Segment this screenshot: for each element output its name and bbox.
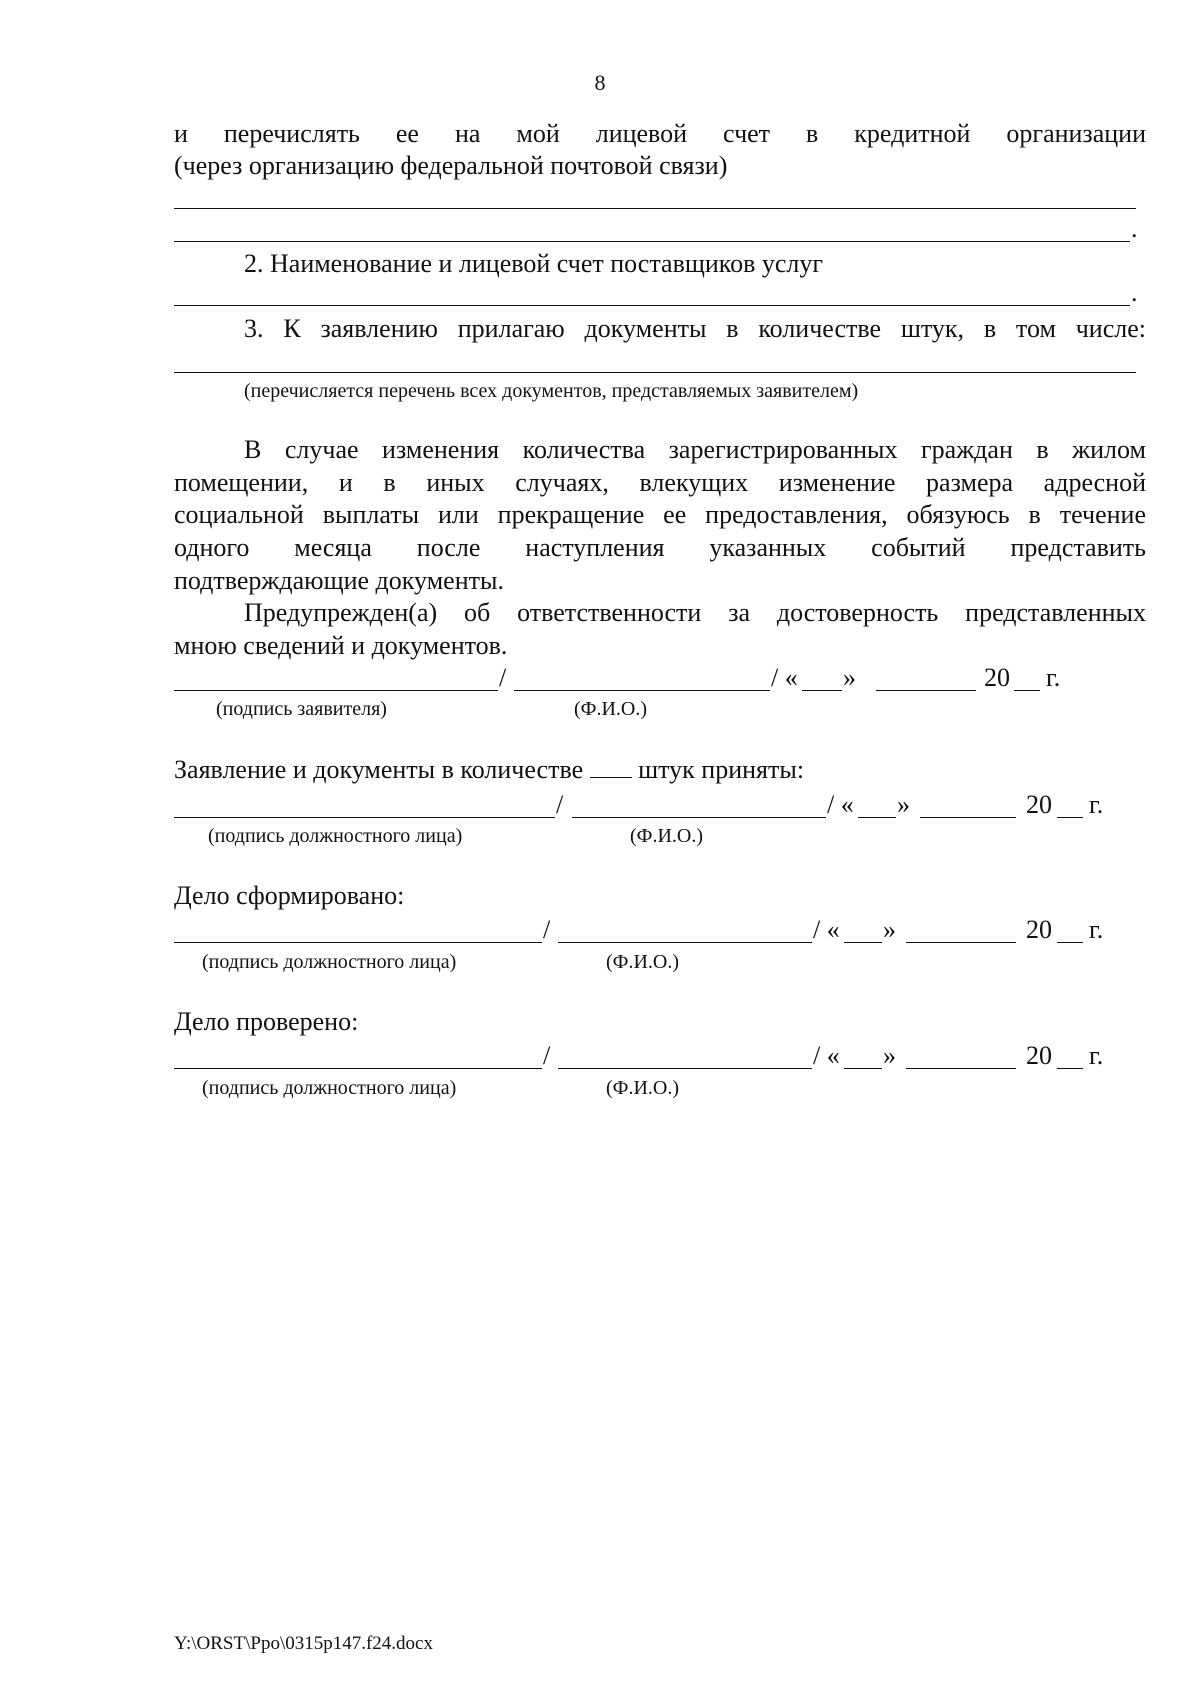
footer-file-path: Y:\ORST\Ppo\0315p147.f24.docx <box>174 1633 433 1654</box>
year-suffix: г. <box>1046 663 1061 692</box>
fio-caption: (Ф.И.О.) <box>606 1077 680 1099</box>
fio-line[interactable] <box>514 690 770 691</box>
paragraph-line: одного месяца после наступления указанных событий представить <box>174 533 1146 562</box>
year-blank[interactable] <box>1014 690 1040 691</box>
item-3-caption: (перечисляется перечень всех документов, представляемых заявителем) <box>244 380 859 402</box>
paragraph-line: мною сведений и документов. <box>174 631 508 660</box>
count-blank[interactable] <box>590 755 632 778</box>
signature-caption: (подпись должностного лица) <box>202 951 457 973</box>
day-blank[interactable] <box>858 817 896 818</box>
paragraph-line: подтверждающие документы. <box>174 566 504 595</box>
day-blank[interactable] <box>844 942 882 943</box>
accepted-label-part1: Заявление и документы в количестве <box>174 755 584 784</box>
month-blank[interactable] <box>906 942 1016 943</box>
day-blank[interactable] <box>844 1068 882 1069</box>
fill-in-line[interactable] <box>174 208 1136 209</box>
date-open-quote: / « <box>813 915 840 944</box>
year-prefix: 20 <box>1026 1041 1052 1070</box>
year-suffix: г. <box>1089 915 1104 944</box>
year-suffix: г. <box>1089 1041 1104 1070</box>
year-blank[interactable] <box>1057 942 1083 943</box>
paragraph-line: Предупрежден(а) об ответственности за достоверность представленных <box>244 598 1146 627</box>
item-3-label: 3. К заявлению прилагаю документы в количестве штук, в том числе: <box>244 314 1146 343</box>
date-close-quote: » <box>883 915 896 944</box>
fill-in-line[interactable] <box>174 305 1130 306</box>
signature-line[interactable] <box>174 942 542 943</box>
signature-caption: (подпись заявителя) <box>216 698 387 720</box>
month-blank[interactable] <box>906 1068 1016 1069</box>
month-blank[interactable] <box>876 690 976 691</box>
formed-label: Дело сформировано: <box>174 881 405 910</box>
date-close-quote: » <box>843 663 856 692</box>
fio-line[interactable] <box>558 942 812 943</box>
date-open-quote: / « <box>771 663 798 692</box>
separator-slash: / <box>499 663 507 692</box>
day-blank[interactable] <box>802 690 842 691</box>
signature-line[interactable] <box>174 817 555 818</box>
date-close-quote: » <box>897 790 910 819</box>
paragraph-line: социальной выплаты или прекращение ее предоставления, обязуюсь в течение <box>174 500 1146 529</box>
fio-caption: (Ф.И.О.) <box>606 951 680 973</box>
year-prefix: 20 <box>1026 915 1052 944</box>
fill-in-line[interactable] <box>174 241 1130 242</box>
accepted-label-part2: штук приняты: <box>638 755 805 784</box>
fio-line[interactable] <box>572 817 826 818</box>
separator-slash: / <box>543 915 551 944</box>
year-prefix: 20 <box>1026 790 1052 819</box>
fio-caption: (Ф.И.О.) <box>574 698 648 720</box>
fio-caption: (Ф.И.О.) <box>630 825 704 847</box>
month-blank[interactable] <box>920 817 1016 818</box>
accepted-label <box>174 754 804 786</box>
paragraph-line: помещении, и в иных случаях, влекущих изменение размера адресной <box>174 468 1146 497</box>
fill-in-line[interactable] <box>174 372 1136 373</box>
date-open-quote: / « <box>813 1041 840 1070</box>
fio-line[interactable] <box>558 1068 812 1069</box>
paragraph-line: В случае изменения количества зарегистрированных граждан в жилом <box>244 435 1146 464</box>
paragraph-line: (через организацию федеральной почтовой связи) <box>174 151 728 180</box>
year-suffix: г. <box>1089 790 1104 819</box>
signature-caption: (подпись должностного лица) <box>202 1077 457 1099</box>
separator-slash: / <box>543 1041 551 1070</box>
separator-slash: / <box>556 790 564 819</box>
signature-line[interactable] <box>174 1068 542 1069</box>
item-2-label: 2. Наименование и лицевой счет поставщиков услуг <box>244 249 824 278</box>
checked-label: Дело проверено: <box>174 1007 359 1036</box>
period-mark: . <box>1131 278 1138 307</box>
date-close-quote: » <box>883 1041 896 1070</box>
page-number: 8 <box>594 70 606 95</box>
signature-caption: (подпись должностного лица) <box>208 825 463 847</box>
year-blank[interactable] <box>1057 817 1083 818</box>
signature-line[interactable] <box>174 690 498 691</box>
date-open-quote: / « <box>827 790 854 819</box>
paragraph-line: и перечислять ее на мой лицевой счет в кредитной организации <box>174 119 1146 148</box>
year-prefix: 20 <box>984 663 1010 692</box>
year-blank[interactable] <box>1057 1068 1083 1069</box>
period-mark: . <box>1131 214 1138 243</box>
